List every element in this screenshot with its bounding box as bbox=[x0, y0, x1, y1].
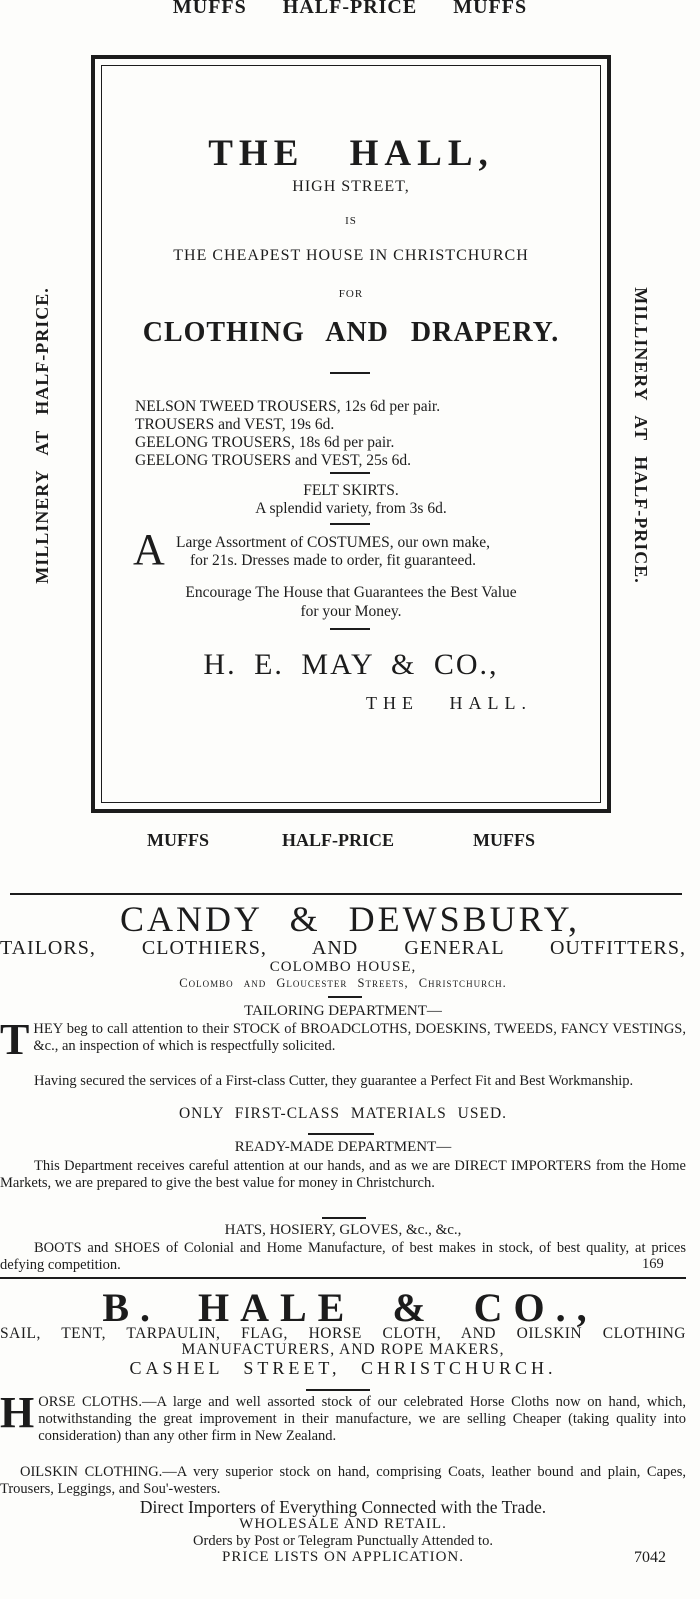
candy-title: CANDY & DEWSBURY, bbox=[119, 899, 581, 939]
candy-divider-1 bbox=[328, 996, 362, 998]
hall-firm-name: H. E. MAY & CO., bbox=[203, 648, 499, 681]
hale-orders: Orders by Post or Telegram Punctually Attended to. bbox=[193, 1533, 493, 1549]
price-line: NELSON TWEED TROUSERS, 12s 6d per pair. bbox=[135, 398, 441, 415]
hall-cheapest: THE CHEAPEST HOUSE IN CHRISTCHURCH bbox=[173, 247, 529, 264]
hall-is: IS bbox=[345, 215, 357, 227]
hale-oilskin-text: OILSKIN CLOTHING.—A very superior stock on hand, comprising Coats, leather bound and plain, Capes, Trousers, Leggings, and Sou'-westers. bbox=[0, 1464, 686, 1497]
side-text-left-container bbox=[22, 155, 62, 715]
price-line: GEELONG TROUSERS, 18s 6d per pair. bbox=[135, 434, 395, 451]
candy-address: Colombo and Gloucester Streets, Christchurch. bbox=[179, 976, 507, 990]
hall-divider-3 bbox=[330, 523, 370, 525]
section-divider-2 bbox=[0, 1277, 686, 1279]
top-banner-right: MUFFS bbox=[453, 0, 528, 18]
hall-divider-2 bbox=[330, 472, 370, 474]
hall-divider-4 bbox=[330, 628, 370, 630]
hall-costumes-line1: Large Assortment of COSTUMES, our own make, bbox=[176, 534, 490, 551]
candy-readymade-text: This Department receives careful attention at our hands, and as we are DIRECT IMPORTERS from the Home Markets, we are prepared to give the best value for money in Christchurch. bbox=[0, 1158, 686, 1191]
candy-materials: ONLY FIRST-CLASS MATERIALS USED. bbox=[178, 1105, 508, 1122]
hall-firm-sub: THE HALL. bbox=[366, 693, 532, 713]
hale-horse-paragraph bbox=[0, 1388, 686, 1445]
hall-costumes-dropcap: A bbox=[133, 525, 165, 574]
hall-divider-1 bbox=[330, 372, 370, 374]
hall-for: FOR bbox=[338, 288, 364, 300]
candy-tailoring-paragraph bbox=[0, 1015, 686, 1064]
hale-horse-text: ORSE CLOTHS.—A large and well assorted stock of our celebrated Horse Cloths now on hand, which, notwithstanding the great improvement in their manufacture, we are selling Cheaper (taking quality into consideration) than any other firm in New Zealand. bbox=[38, 1394, 686, 1444]
hall-costumes-line2: for 21s. Dresses made to order, fit guaranteed. bbox=[190, 552, 477, 569]
hale-line3: CASHEL STREET, CHRISTCHURCH. bbox=[129, 1358, 557, 1378]
hale-importers: Direct Importers of Everything Connected with the Trade. bbox=[139, 1497, 547, 1517]
candy-readymade-heading: READY-MADE DEPARTMENT— bbox=[234, 1139, 452, 1155]
price-line: TROUSERS and VEST, 19s 6d. bbox=[135, 416, 335, 433]
hall-encourage-line2: for your Money. bbox=[300, 603, 402, 620]
hall-clothing-heading: CLOTHING AND DRAPERY. bbox=[142, 317, 560, 348]
bottom-banner-right: MUFFS bbox=[473, 830, 535, 850]
bottom-banner-center: HALF-PRICE bbox=[282, 830, 394, 850]
side-text-left: MILLINERY AT HALF-PRICE. bbox=[31, 286, 52, 584]
candy-tailoring-text: HEY beg to call attention to their STOCK of BROADCLOTHS, DOESKINS, TWEEDS, FANCY VESTINGS, &c., an inspection of which is respectfully solicited. bbox=[33, 1021, 686, 1054]
top-banner-left: MUFFS bbox=[172, 0, 247, 18]
price-line: GEELONG TROUSERS and VEST, 25s 6d. bbox=[135, 452, 411, 469]
candy-cutter-text: Having secured the services of a First-class Cutter, they guarantee a Perfect Fit and Best Workmanship. bbox=[34, 1073, 634, 1089]
candy-ref-number: 169 bbox=[642, 1256, 664, 1272]
hall-encourage-line1: Encourage The House that Guarantees the Best Value bbox=[185, 584, 517, 601]
hall-price-list bbox=[135, 398, 555, 470]
candy-boots-text: BOOTS and SHOES of Colonial and Home Manufacture, of best makes in stock, of best quality, at prices defying competition. bbox=[0, 1240, 686, 1273]
hale-line1: SAIL, TENT, TARPAULIN, FLAG, HORSE CLOTH, AND OILSKIN CLOTHING bbox=[0, 1325, 686, 1342]
hall-street: HIGH STREET, bbox=[292, 178, 410, 195]
top-banner bbox=[0, 0, 700, 19]
candy-house: COLOMBO HOUSE, bbox=[269, 959, 417, 975]
candy-hats: HATS, HOSIERY, GLOVES, &c., &c., bbox=[224, 1222, 462, 1238]
top-banner-center: HALF-PRICE bbox=[282, 0, 418, 18]
candy-divider-2 bbox=[308, 1133, 374, 1135]
side-text-right-container bbox=[620, 155, 660, 715]
hall-title: THE HALL, bbox=[208, 133, 494, 174]
hale-horse-dropcap: H bbox=[0, 1388, 35, 1437]
hale-price-lists: PRICE LISTS ON APPLICATION. bbox=[221, 1549, 465, 1565]
hale-line2: MANUFACTURERS, AND ROPE MAKERS, bbox=[181, 1341, 505, 1358]
candy-divider-3 bbox=[322, 1217, 366, 1219]
candy-tailoring-dropcap: T bbox=[0, 1015, 30, 1064]
hale-divider-1 bbox=[306, 1389, 370, 1391]
hale-title: B. HALE & CO., bbox=[102, 1285, 598, 1330]
hale-ref-number: 7042 bbox=[634, 1549, 666, 1566]
hall-variety: A splendid variety, from 3s 6d. bbox=[255, 500, 447, 517]
candy-tailoring-heading: TAILORING DEPARTMENT— bbox=[244, 1003, 442, 1019]
side-text-right: MILLINERY AT HALF-PRICE. bbox=[630, 286, 651, 584]
bottom-banner-left: MUFFS bbox=[147, 830, 209, 850]
section-divider-1 bbox=[10, 893, 682, 895]
candy-subtitle: TAILORS, CLOTHIERS, AND GENERAL OUTFITTERS, bbox=[0, 937, 686, 959]
hale-wholesale: WHOLESALE AND RETAIL. bbox=[239, 1516, 447, 1532]
hall-felt-skirts: FELT SKIRTS. bbox=[303, 482, 399, 499]
